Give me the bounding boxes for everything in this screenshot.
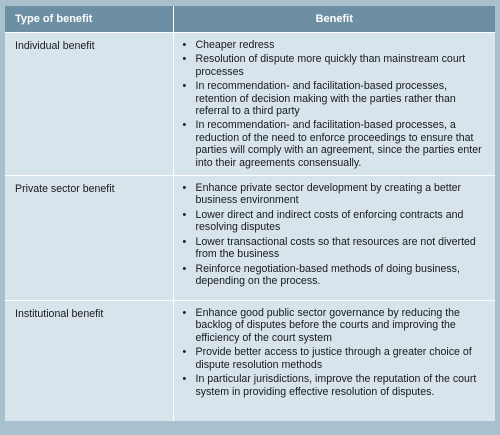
- benefits-table: [5, 6, 495, 421]
- benefit-text: Cheaper redress: [195, 39, 275, 51]
- table-row: [5, 33, 495, 176]
- list-item: [182, 80, 490, 117]
- type-cell-private-sector: Private sector benefit: [5, 176, 173, 301]
- list-item: [182, 209, 490, 234]
- list-item: [182, 236, 490, 261]
- benefit-text: Reinforce negotiation-based methods of doing business, depending on the process.: [195, 262, 460, 287]
- bullet-icon: •: [182, 235, 187, 248]
- table-header-row: [5, 6, 495, 33]
- bullet-icon: •: [182, 346, 187, 359]
- benefit-text: In particular jurisdictions, improve the reputation of the court system in providing effective resolution of disputes.: [195, 373, 477, 398]
- benefit-text: Provide better access to justice through a greater choice of dispute resolution methods: [195, 346, 472, 371]
- benefit-text: Resolution of dispute more quickly than mainstream court processes: [195, 53, 466, 78]
- benefit-list: [182, 182, 490, 287]
- header-type-of-benefit: Type of benefit: [5, 6, 173, 33]
- benefit-text: In recommendation- and facilitation-based processes, retention of decision making with the parties rather than referral to a third party: [195, 80, 456, 118]
- bullet-icon: •: [182, 182, 187, 195]
- bullet-icon: •: [182, 307, 187, 320]
- benefit-cell-individual: [173, 33, 495, 176]
- type-cell-individual: Individual benefit: [5, 33, 173, 176]
- bullet-icon: •: [182, 80, 187, 93]
- table-row: [5, 176, 495, 301]
- list-item: [182, 182, 490, 207]
- type-cell-institutional: Institutional benefit: [5, 301, 173, 421]
- benefit-text: Enhance private sector development by creating a better business environment: [195, 182, 462, 207]
- benefit-text: Lower direct and indirect costs of enforcing contracts and resolving disputes: [195, 208, 464, 234]
- bullet-icon: •: [182, 53, 187, 66]
- table-row: [5, 301, 495, 421]
- benefit-list: [182, 307, 490, 398]
- benefit-text: Lower transactional costs so that resources are not diverted from the business: [195, 235, 476, 261]
- bullet-icon: •: [182, 262, 187, 275]
- bullet-icon: •: [182, 208, 187, 221]
- benefit-cell-institutional: [173, 301, 495, 421]
- list-item: [182, 346, 490, 371]
- bullet-icon: •: [182, 373, 187, 386]
- list-item: [182, 53, 490, 78]
- benefit-cell-private-sector: [173, 176, 495, 301]
- list-item: [182, 39, 490, 51]
- list-item: [182, 307, 490, 344]
- benefit-text: Enhance good public sector governance by reducing the backlog of disputes before the courts and improving the efficiency of the court system: [195, 307, 460, 344]
- bullet-icon: •: [182, 119, 187, 132]
- list-item: [182, 373, 490, 398]
- bullet-icon: •: [182, 39, 187, 51]
- list-item: [182, 119, 490, 169]
- benefit-text: In recommendation- and facilitation-based processes, a reduction of the need to enforce proceedings to ensure that parties will comply with an agreement, since the parties enter into their agreements consensually.: [195, 119, 482, 169]
- header-benefit: Benefit: [173, 6, 495, 33]
- benefit-list: [182, 39, 490, 169]
- list-item: [182, 263, 490, 288]
